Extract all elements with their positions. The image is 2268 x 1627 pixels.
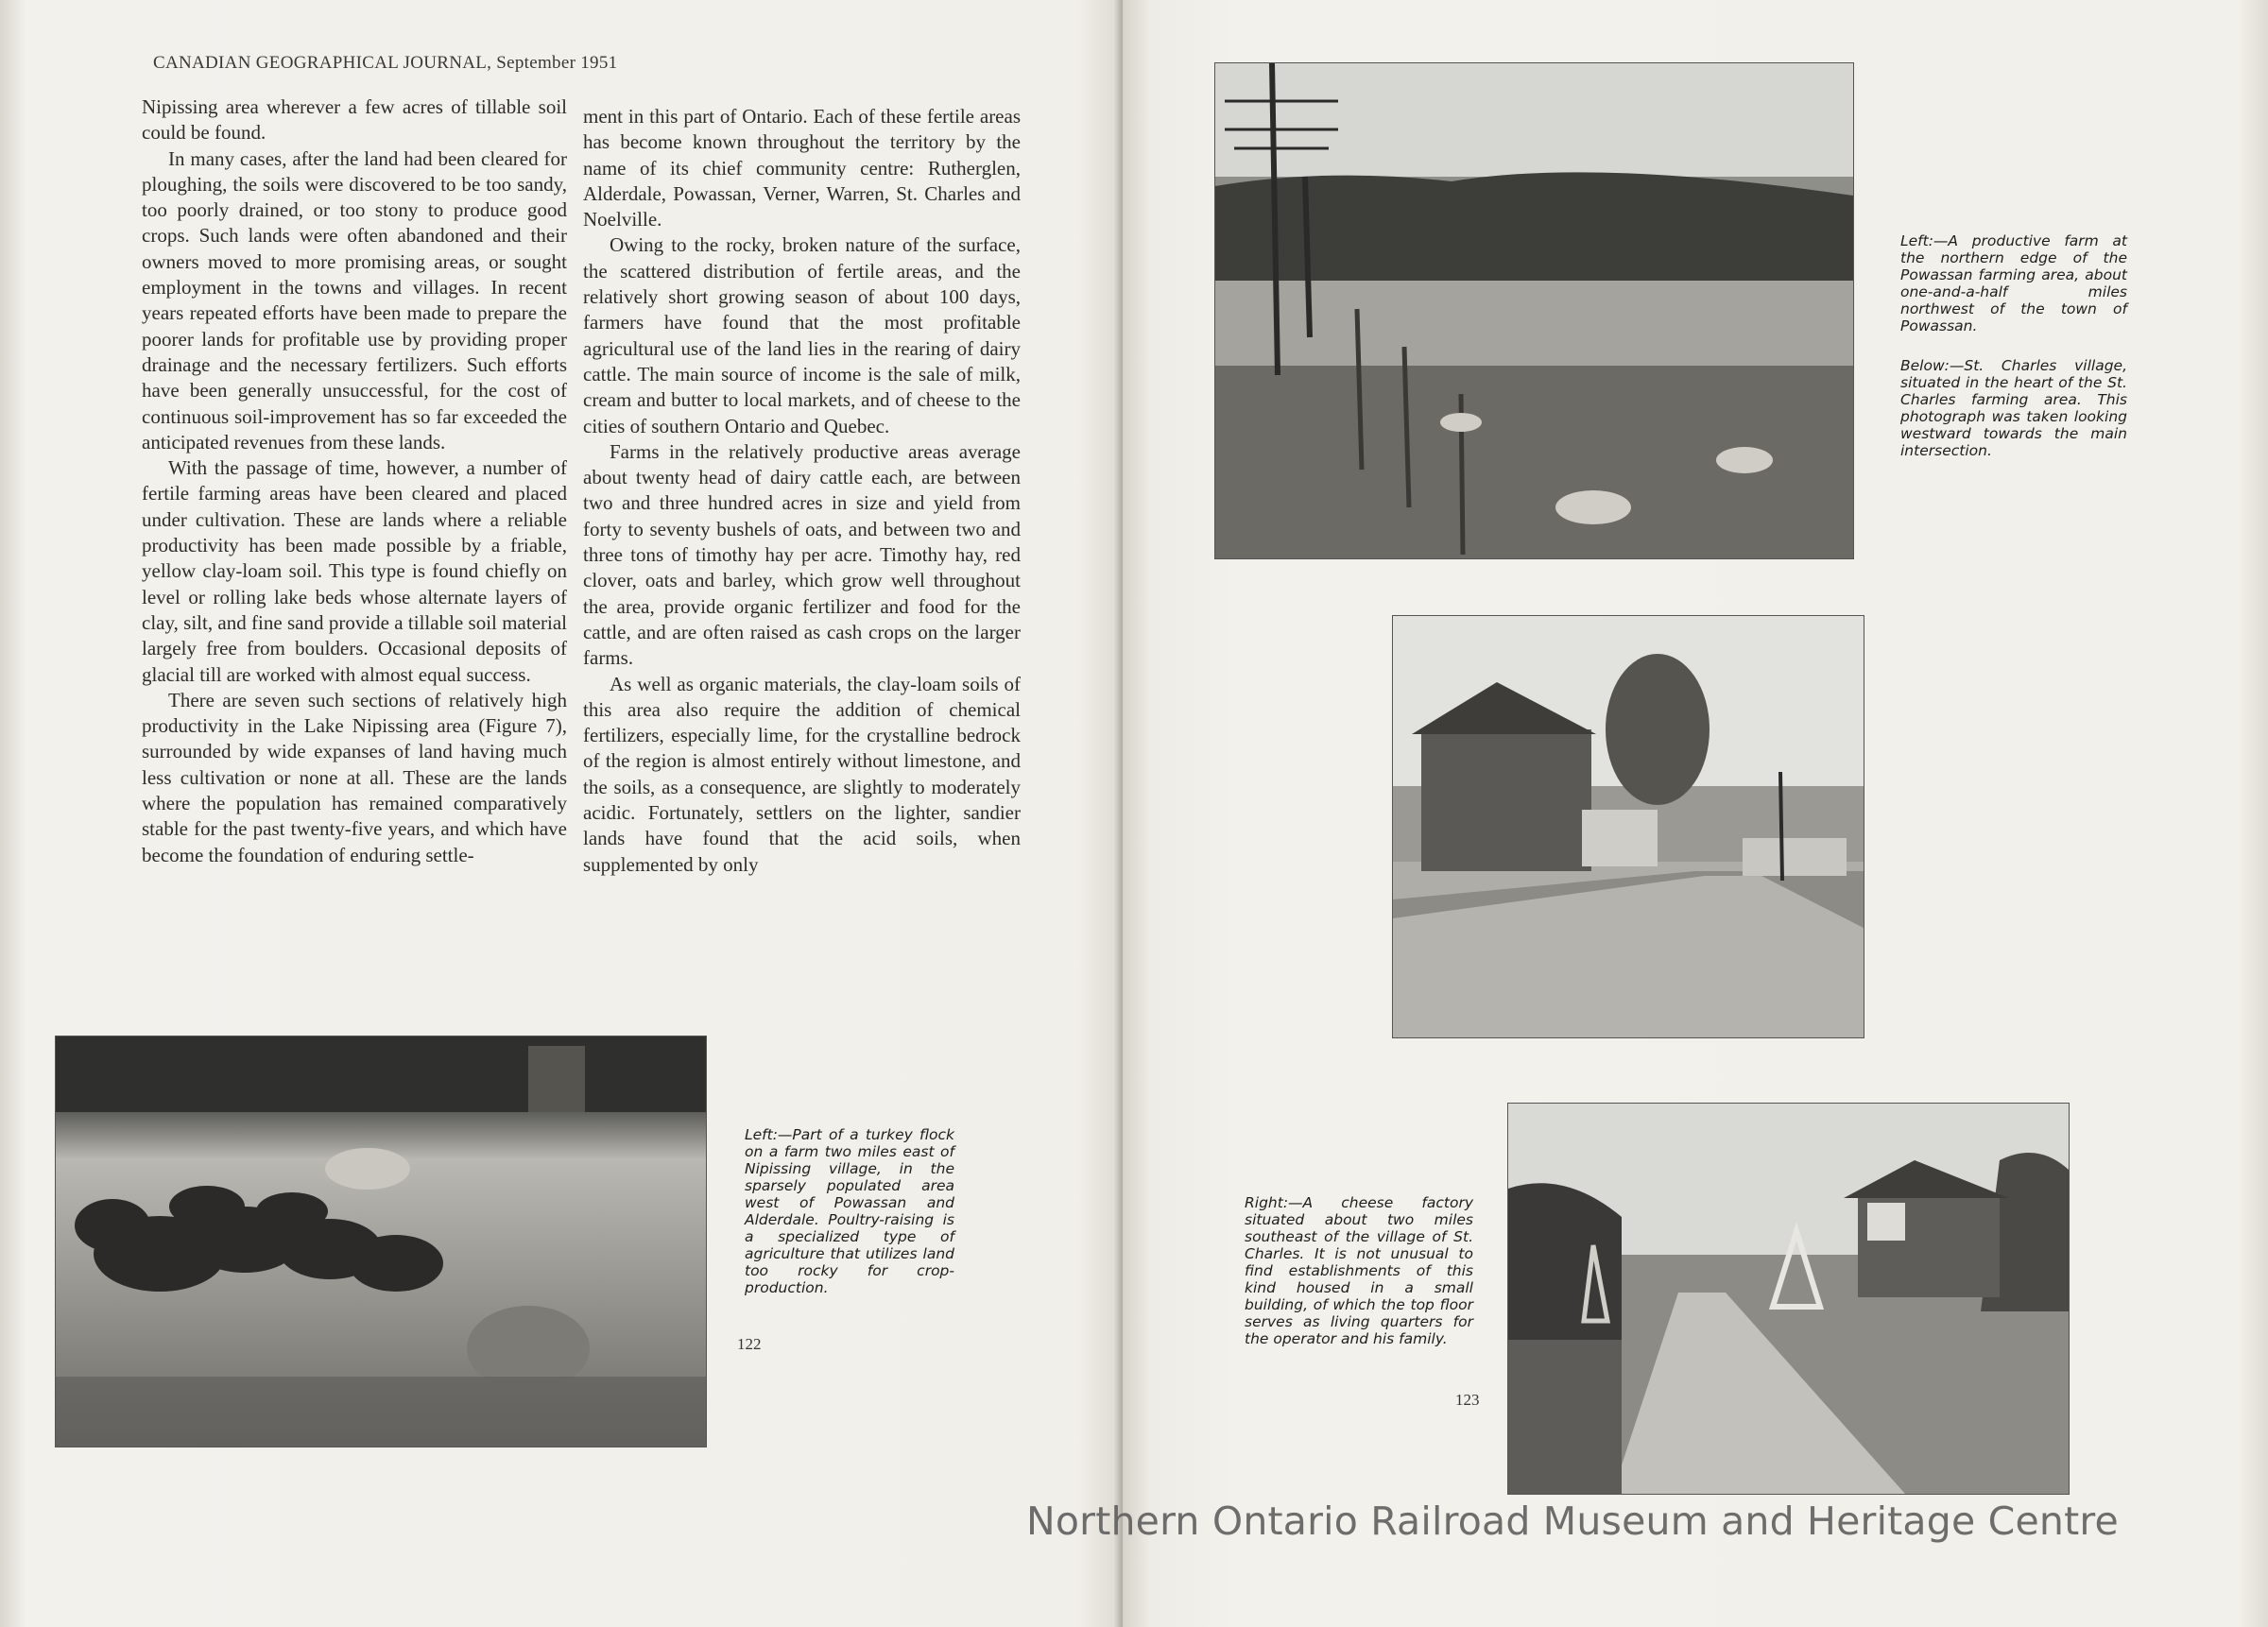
page-number-right: 123 xyxy=(1455,1391,1480,1409)
journal-header: CANADIAN GEOGRAPHICAL JOURNAL, September 1951 xyxy=(153,53,618,73)
cheese-factory-caption: Right:—A cheese factory situated about two miles southeast of the village of St. Charles. It is not unusual to find establishments of this kind housed in a small building, of which the top floor serves as living quarters for the operator and his family. xyxy=(1245,1194,1473,1347)
right-page xyxy=(1123,0,2268,1627)
paragraph: ment in this part of Ontario. Each of these fertile areas has become known throughout the territory by the name of its chief community centre: Rutherglen, Alderdale, Powassan, Verner, Warren, St. Charles and Noelville. xyxy=(583,105,1021,231)
farm-caption: Left:—A productive farm at the northern edge of the Powassan farming area, about one-and-a-half miles northwest of the town of Powassan. xyxy=(1900,232,2127,334)
st-charles-village-photo xyxy=(1392,615,1864,1038)
right-text-column xyxy=(583,104,1021,878)
turkey-flock-photo xyxy=(55,1036,707,1447)
paragraph: Owing to the rocky, broken nature of the surface, the scattered distribution of fertile areas, and the relatively short growing season of about 100 days, farmers have found that the most profitable agricultural use of the land lies in the rearing of dairy cattle. The main source of income is the sale of milk, cream and butter to local markets, and of cheese to the cities of southern Ontario and Quebec. xyxy=(583,233,1021,437)
paragraph: As well as organic materials, the clay-loam soils of this area also require the addition of chemical fertilizers, especially lime, for the crystalline bedrock of the region is almost entirely without limestone, and the soils, as a consequence, are slightly to moderately acidic. Fortunately, settlers on the lighter, sandier lands have found that the acid soils, when supplemented by only xyxy=(583,672,1021,876)
left-page xyxy=(0,0,1123,1627)
paragraph: With the passage of time, however, a number of fertile farming areas have been cleared and placed under cultivation. These are lands where a reliable productivity has been made possible by a friable, yellow clay-loam soil. This type is found chiefly on level or rolling lake beds whose alternate layers of clay, silt, and fine sand provide a tillable soil material largely free from boulders. Occasional deposits of glacial till are worked with almost equal success. xyxy=(142,456,567,686)
village-caption: Below:—St. Charles village, situated in the heart of the St. Charles farming area. This photograph was taken looking westward towards the main intersection. xyxy=(1900,357,2127,459)
productive-farm-photo xyxy=(1214,62,1854,559)
paragraph: Farms in the relatively productive areas average about twenty head of dairy cattle each, are between two and three hundred acres in size and yield from forty to seventy bushels of oats, and between two and three tons of timothy hay per acre. Timothy hay, red clover, oats and barley, which grow well throughout the area, provide organic fertilizer and food for the cattle, and are often raised as cash crops on the larger farms. xyxy=(583,439,1021,670)
paragraph: Nipissing area wherever a few acres of tillable soil could be found. xyxy=(142,95,567,145)
paragraph: In many cases, after the land had been cleared for ploughing, the soils were discovered to be too sandy, too poorly drained, or too stony to produce good crops. Such lands were often abandoned and their owners moved to more promising areas, or sought employment in the towns and villages. In recent years repeated efforts have been made to prepare the poorer lands for profitable use by providing proper drainage and the necessary fertilizers. Such efforts have been generally unsuccessful, for the cost of continuous soil-improvement has so far exceeded the anticipated revenues from these lands. xyxy=(142,146,567,454)
turkey-caption: Left:—Part of a turkey flock on a farm two miles east of Nipissing village, in the sparsely populated area west of Powassan and Alderdale. Poultry-raising is a specialized type of agriculture that utilizes land too rocky for crop-production. xyxy=(745,1126,954,1296)
cheese-factory-photo xyxy=(1507,1103,2070,1495)
museum-watermark: Northern Ontario Railroad Museum and Heritage Centre xyxy=(1026,1499,2119,1544)
page-number-left: 122 xyxy=(737,1335,762,1353)
left-text-column xyxy=(142,94,567,868)
paragraph: There are seven such sections of relatively high productivity in the Lake Nipissing area (Figure 7), surrounded by wide expanses of land having much less cultivation or none at all. These are the lands where the population has remained comparatively stable for the past twenty-five years, and which have become the foundation of enduring settle- xyxy=(142,688,567,866)
